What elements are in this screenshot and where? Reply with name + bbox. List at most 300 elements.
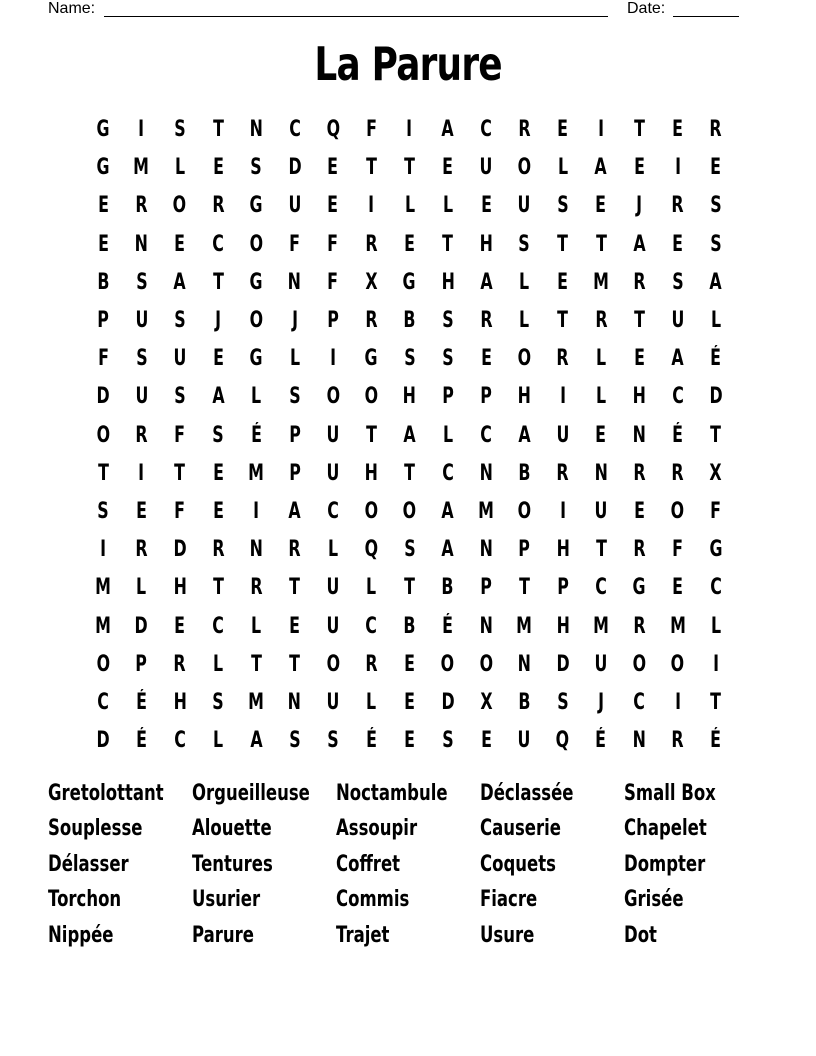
grid-letter[interactable] xyxy=(352,538,390,562)
grid-letter[interactable] xyxy=(237,462,275,486)
grid-letter[interactable] xyxy=(352,271,390,295)
grid-letter[interactable] xyxy=(505,194,543,218)
grid-letter[interactable] xyxy=(161,615,199,639)
grid-letter[interactable] xyxy=(161,653,199,677)
grid-letter[interactable] xyxy=(199,156,237,180)
grid-letter[interactable] xyxy=(84,309,122,333)
grid-letter[interactable] xyxy=(429,462,467,486)
grid-letter[interactable] xyxy=(467,615,505,639)
grid-letter[interactable] xyxy=(314,653,352,677)
grid-letter[interactable] xyxy=(620,271,658,295)
grid-letter[interactable] xyxy=(390,576,428,600)
grid-letter[interactable] xyxy=(505,385,543,409)
grid-letter[interactable] xyxy=(352,233,390,257)
grid-letter[interactable] xyxy=(122,271,160,295)
grid-letter[interactable] xyxy=(199,233,237,257)
grid-letter[interactable] xyxy=(314,156,352,180)
grid-letter[interactable] xyxy=(122,729,160,753)
grid-letter[interactable] xyxy=(84,233,122,257)
grid-letter[interactable] xyxy=(658,309,696,333)
grid-letter[interactable] xyxy=(544,194,582,218)
grid-letter[interactable] xyxy=(697,156,735,180)
grid-letter[interactable] xyxy=(237,347,275,371)
grid-letter[interactable] xyxy=(697,118,735,142)
grid-letter[interactable] xyxy=(582,691,620,715)
grid-letter[interactable] xyxy=(544,653,582,677)
grid-letter[interactable] xyxy=(658,194,696,218)
grid-letter[interactable] xyxy=(199,691,237,715)
grid-letter[interactable] xyxy=(505,576,543,600)
grid-letter[interactable] xyxy=(429,576,467,600)
grid-letter[interactable] xyxy=(314,538,352,562)
grid-letter[interactable] xyxy=(122,424,160,448)
grid-letter[interactable] xyxy=(314,118,352,142)
grid-letter[interactable] xyxy=(467,538,505,562)
grid-letter[interactable] xyxy=(275,309,313,333)
grid-letter[interactable] xyxy=(697,653,735,677)
grid-letter[interactable] xyxy=(122,615,160,639)
grid-letter[interactable] xyxy=(429,309,467,333)
grid-letter[interactable] xyxy=(505,729,543,753)
grid-letter[interactable] xyxy=(620,615,658,639)
grid-letter[interactable] xyxy=(505,309,543,333)
grid-letter[interactable] xyxy=(122,347,160,371)
grid-letter[interactable] xyxy=(658,500,696,524)
grid-letter[interactable] xyxy=(275,118,313,142)
grid-letter[interactable] xyxy=(314,462,352,486)
grid-letter[interactable] xyxy=(429,653,467,677)
grid-letter[interactable] xyxy=(314,233,352,257)
grid-letter[interactable] xyxy=(658,462,696,486)
grid-letter[interactable] xyxy=(199,462,237,486)
grid-letter[interactable] xyxy=(275,500,313,524)
grid-letter[interactable] xyxy=(544,462,582,486)
grid-letter[interactable] xyxy=(122,233,160,257)
grid-letter[interactable] xyxy=(505,653,543,677)
grid-letter[interactable] xyxy=(658,233,696,257)
grid-letter[interactable] xyxy=(390,500,428,524)
grid-letter[interactable] xyxy=(275,271,313,295)
grid-letter[interactable] xyxy=(122,194,160,218)
grid-letter[interactable] xyxy=(658,271,696,295)
grid-letter[interactable] xyxy=(161,424,199,448)
grid-letter[interactable] xyxy=(429,729,467,753)
grid-letter[interactable] xyxy=(467,347,505,371)
grid-letter[interactable] xyxy=(429,538,467,562)
grid-letter[interactable] xyxy=(275,347,313,371)
grid-letter[interactable] xyxy=(314,424,352,448)
grid-letter[interactable] xyxy=(544,385,582,409)
grid-letter[interactable] xyxy=(84,729,122,753)
grid-letter[interactable] xyxy=(429,424,467,448)
grid-letter[interactable] xyxy=(544,233,582,257)
grid-letter[interactable] xyxy=(199,194,237,218)
grid-letter[interactable] xyxy=(544,156,582,180)
grid-letter[interactable] xyxy=(390,538,428,562)
grid-letter[interactable] xyxy=(122,538,160,562)
grid-letter[interactable] xyxy=(161,156,199,180)
grid-letter[interactable] xyxy=(352,385,390,409)
grid-letter[interactable] xyxy=(84,653,122,677)
grid-letter-text: H xyxy=(632,384,646,410)
grid-letter[interactable] xyxy=(544,118,582,142)
grid-letter[interactable] xyxy=(697,233,735,257)
grid-letter[interactable] xyxy=(467,309,505,333)
grid-letter[interactable] xyxy=(582,462,620,486)
word-bank-item xyxy=(48,851,192,879)
grid-letter[interactable] xyxy=(620,309,658,333)
grid-letter[interactable] xyxy=(275,538,313,562)
grid-letter[interactable] xyxy=(352,309,390,333)
grid-letter[interactable] xyxy=(161,347,199,371)
grid-letter[interactable] xyxy=(237,538,275,562)
grid-letter[interactable] xyxy=(390,653,428,677)
grid-letter[interactable] xyxy=(620,462,658,486)
grid-letter[interactable] xyxy=(697,309,735,333)
grid-letter[interactable] xyxy=(237,156,275,180)
grid-letter[interactable] xyxy=(314,347,352,371)
grid-letter[interactable] xyxy=(199,615,237,639)
grid-letter[interactable] xyxy=(697,576,735,600)
grid-letter[interactable] xyxy=(429,691,467,715)
grid-letter[interactable] xyxy=(620,691,658,715)
grid-letter[interactable] xyxy=(122,691,160,715)
grid-letter[interactable] xyxy=(620,347,658,371)
grid-letter[interactable] xyxy=(582,194,620,218)
grid-letter[interactable] xyxy=(658,729,696,753)
grid-letter[interactable] xyxy=(161,538,199,562)
grid-letter[interactable] xyxy=(352,347,390,371)
grid-letter[interactable] xyxy=(314,729,352,753)
grid-letter[interactable] xyxy=(314,271,352,295)
grid-letter[interactable] xyxy=(237,233,275,257)
grid-letter[interactable] xyxy=(467,233,505,257)
grid-letter[interactable] xyxy=(505,233,543,257)
grid-letter[interactable] xyxy=(84,271,122,295)
grid-letter[interactable] xyxy=(84,500,122,524)
grid-letter[interactable] xyxy=(237,118,275,142)
grid-letter[interactable] xyxy=(352,500,390,524)
grid-letter[interactable] xyxy=(582,233,620,257)
grid-letter[interactable] xyxy=(199,729,237,753)
grid-letter-text: L xyxy=(557,155,568,181)
grid-letter[interactable] xyxy=(467,729,505,753)
grid-letter[interactable] xyxy=(658,538,696,562)
grid-letter[interactable] xyxy=(620,500,658,524)
grid-letter[interactable] xyxy=(237,194,275,218)
grid-letter[interactable] xyxy=(390,309,428,333)
grid-letter[interactable] xyxy=(390,729,428,753)
grid-letter[interactable] xyxy=(697,729,735,753)
grid-letter[interactable] xyxy=(314,500,352,524)
grid-letter[interactable] xyxy=(697,462,735,486)
grid-letter[interactable] xyxy=(467,462,505,486)
grid-letter[interactable] xyxy=(122,156,160,180)
grid-letter[interactable] xyxy=(467,271,505,295)
grid-letter[interactable] xyxy=(620,233,658,257)
grid-letter[interactable] xyxy=(199,347,237,371)
grid-letter[interactable] xyxy=(697,385,735,409)
grid-letter[interactable] xyxy=(544,729,582,753)
grid-letter[interactable] xyxy=(429,156,467,180)
grid-letter[interactable] xyxy=(544,615,582,639)
grid-letter[interactable] xyxy=(582,347,620,371)
grid-letter[interactable] xyxy=(390,424,428,448)
grid-letter[interactable] xyxy=(122,653,160,677)
grid-letter-text: E xyxy=(480,193,492,219)
grid-letter[interactable] xyxy=(429,194,467,218)
grid-letter[interactable] xyxy=(84,347,122,371)
grid-letter[interactable] xyxy=(658,615,696,639)
grid-letter[interactable] xyxy=(467,194,505,218)
grid-letter[interactable] xyxy=(505,156,543,180)
grid-letter[interactable] xyxy=(467,118,505,142)
grid-letter[interactable] xyxy=(658,118,696,142)
grid-letter-text: P xyxy=(135,651,148,677)
grid-letter[interactable] xyxy=(275,615,313,639)
grid-letter[interactable] xyxy=(275,424,313,448)
grid-letter[interactable] xyxy=(161,576,199,600)
grid-letter[interactable] xyxy=(697,500,735,524)
grid-letter[interactable] xyxy=(275,194,313,218)
grid-letter[interactable] xyxy=(199,538,237,562)
word-bank-item-text: Usurier xyxy=(192,887,261,913)
grid-letter[interactable] xyxy=(275,385,313,409)
grid-letter[interactable] xyxy=(237,653,275,677)
grid-letter[interactable] xyxy=(352,691,390,715)
grid-letter[interactable] xyxy=(199,271,237,295)
grid-letter[interactable] xyxy=(237,500,275,524)
grid-letter[interactable] xyxy=(390,156,428,180)
grid-letter[interactable] xyxy=(582,653,620,677)
grid-letter[interactable] xyxy=(620,385,658,409)
grid-letter[interactable] xyxy=(620,118,658,142)
grid-letter[interactable] xyxy=(620,538,658,562)
grid-letter[interactable] xyxy=(199,500,237,524)
grid-letter[interactable] xyxy=(544,347,582,371)
grid-letter[interactable] xyxy=(429,500,467,524)
grid-letter[interactable] xyxy=(467,156,505,180)
grid-letter[interactable] xyxy=(84,156,122,180)
grid-letter[interactable] xyxy=(84,615,122,639)
grid-letter[interactable] xyxy=(505,691,543,715)
grid-letter[interactable] xyxy=(122,385,160,409)
grid-letter[interactable] xyxy=(505,500,543,524)
grid-letter[interactable] xyxy=(237,309,275,333)
grid-letter[interactable] xyxy=(161,385,199,409)
grid-letter[interactable] xyxy=(314,309,352,333)
grid-letter[interactable] xyxy=(199,576,237,600)
grid-letter[interactable] xyxy=(161,309,199,333)
grid-letter[interactable] xyxy=(582,615,620,639)
grid-letter[interactable] xyxy=(697,691,735,715)
grid-letter[interactable] xyxy=(390,691,428,715)
grid-letter[interactable] xyxy=(84,118,122,142)
grid-letter[interactable] xyxy=(352,424,390,448)
grid-letter[interactable] xyxy=(505,347,543,371)
grid-letter[interactable] xyxy=(237,691,275,715)
grid-letter[interactable] xyxy=(84,424,122,448)
grid-letter[interactable] xyxy=(122,500,160,524)
grid-letter[interactable] xyxy=(697,615,735,639)
grid-letter[interactable] xyxy=(697,194,735,218)
grid-letter[interactable] xyxy=(84,538,122,562)
grid-letter[interactable] xyxy=(697,538,735,562)
grid-letter[interactable] xyxy=(314,615,352,639)
grid-letter[interactable] xyxy=(582,271,620,295)
grid-letter[interactable] xyxy=(390,615,428,639)
grid-letter[interactable] xyxy=(84,462,122,486)
grid-letter[interactable] xyxy=(658,424,696,448)
grid-letter[interactable] xyxy=(122,576,160,600)
grid-letter[interactable] xyxy=(620,653,658,677)
grid-letter[interactable] xyxy=(505,462,543,486)
grid-letter[interactable] xyxy=(84,691,122,715)
grid-letter[interactable] xyxy=(161,194,199,218)
grid-letter[interactable] xyxy=(544,500,582,524)
grid-letter[interactable] xyxy=(620,156,658,180)
grid-letter[interactable] xyxy=(582,118,620,142)
grid-letter[interactable] xyxy=(429,118,467,142)
grid-letter[interactable] xyxy=(582,576,620,600)
grid-letter[interactable] xyxy=(429,615,467,639)
grid-letter[interactable] xyxy=(697,271,735,295)
grid-letter[interactable] xyxy=(429,347,467,371)
grid-letter[interactable] xyxy=(658,347,696,371)
grid-letter[interactable] xyxy=(161,118,199,142)
grid-letter[interactable] xyxy=(161,729,199,753)
grid-letter-text: B xyxy=(518,689,531,715)
grid-letter[interactable] xyxy=(505,271,543,295)
grid-letter[interactable] xyxy=(582,538,620,562)
grid-letter[interactable] xyxy=(658,653,696,677)
grid-letter-text: N xyxy=(632,728,646,754)
grid-letter[interactable] xyxy=(505,538,543,562)
grid-letter[interactable] xyxy=(275,156,313,180)
grid-letter[interactable] xyxy=(275,233,313,257)
grid-letter[interactable] xyxy=(237,615,275,639)
grid-letter[interactable] xyxy=(658,156,696,180)
grid-letter[interactable] xyxy=(505,424,543,448)
grid-letter[interactable] xyxy=(658,576,696,600)
grid-letter[interactable] xyxy=(275,462,313,486)
grid-letter[interactable] xyxy=(467,691,505,715)
grid-letter[interactable] xyxy=(237,729,275,753)
grid-letter[interactable] xyxy=(122,462,160,486)
grid-letter[interactable] xyxy=(582,424,620,448)
grid-letter[interactable] xyxy=(390,118,428,142)
grid-letter[interactable] xyxy=(122,309,160,333)
grid-letter[interactable] xyxy=(390,462,428,486)
grid-letter[interactable] xyxy=(237,385,275,409)
grid-letter[interactable] xyxy=(199,118,237,142)
grid-letter[interactable] xyxy=(582,500,620,524)
grid-letter[interactable] xyxy=(237,576,275,600)
grid-letter[interactable] xyxy=(582,385,620,409)
grid-letter[interactable] xyxy=(314,194,352,218)
grid-letter[interactable] xyxy=(620,194,658,218)
grid-letter[interactable] xyxy=(544,424,582,448)
grid-letter[interactable] xyxy=(199,309,237,333)
grid-letter[interactable] xyxy=(237,271,275,295)
grid-letter[interactable] xyxy=(544,538,582,562)
grid-letter[interactable] xyxy=(429,233,467,257)
grid-letter[interactable] xyxy=(544,691,582,715)
grid-letter[interactable] xyxy=(314,691,352,715)
grid-letter[interactable] xyxy=(352,653,390,677)
grid-letter[interactable] xyxy=(161,462,199,486)
grid-letter[interactable] xyxy=(467,500,505,524)
grid-letter[interactable] xyxy=(161,691,199,715)
grid-letter[interactable] xyxy=(390,347,428,371)
grid-letter[interactable] xyxy=(429,385,467,409)
grid-letter[interactable] xyxy=(199,653,237,677)
grid-letter-text: F xyxy=(327,231,339,257)
grid-letter[interactable] xyxy=(390,194,428,218)
grid-letter[interactable] xyxy=(582,156,620,180)
grid-letter[interactable] xyxy=(505,118,543,142)
grid-letter[interactable] xyxy=(84,194,122,218)
grid-letter[interactable] xyxy=(390,385,428,409)
grid-letter[interactable] xyxy=(84,385,122,409)
grid-letter[interactable] xyxy=(122,118,160,142)
grid-letter[interactable] xyxy=(544,309,582,333)
grid-letter[interactable] xyxy=(544,576,582,600)
grid-letter[interactable] xyxy=(505,615,543,639)
grid-letter[interactable] xyxy=(467,653,505,677)
grid-letter[interactable] xyxy=(352,576,390,600)
grid-letter[interactable] xyxy=(352,462,390,486)
grid-letter[interactable] xyxy=(199,385,237,409)
grid-letter[interactable] xyxy=(544,271,582,295)
grid-letter[interactable] xyxy=(620,729,658,753)
grid-letter[interactable] xyxy=(275,729,313,753)
grid-letter[interactable] xyxy=(467,424,505,448)
grid-letter[interactable] xyxy=(467,385,505,409)
grid-letter[interactable] xyxy=(275,576,313,600)
grid-letter[interactable] xyxy=(620,576,658,600)
grid-letter[interactable] xyxy=(658,691,696,715)
grid-letter[interactable] xyxy=(352,118,390,142)
grid-letter[interactable] xyxy=(658,385,696,409)
grid-letter[interactable] xyxy=(352,615,390,639)
grid-letter[interactable] xyxy=(352,194,390,218)
grid-letter[interactable] xyxy=(84,576,122,600)
grid-letter[interactable] xyxy=(314,385,352,409)
grid-letter[interactable] xyxy=(352,729,390,753)
grid-letter[interactable] xyxy=(467,576,505,600)
grid-letter[interactable] xyxy=(275,691,313,715)
grid-letter[interactable] xyxy=(237,424,275,448)
grid-letter[interactable] xyxy=(390,271,428,295)
grid-letter[interactable] xyxy=(697,347,735,371)
grid-letter[interactable] xyxy=(199,424,237,448)
grid-letter[interactable] xyxy=(697,424,735,448)
name-field-line[interactable] xyxy=(104,2,608,17)
grid-letter[interactable] xyxy=(390,233,428,257)
date-field-line[interactable] xyxy=(673,2,739,17)
grid-letter[interactable] xyxy=(582,309,620,333)
grid-letter[interactable] xyxy=(429,271,467,295)
grid-letter[interactable] xyxy=(314,576,352,600)
grid-letter[interactable] xyxy=(161,233,199,257)
grid-letter[interactable] xyxy=(620,424,658,448)
grid-letter[interactable] xyxy=(352,156,390,180)
grid-letter[interactable] xyxy=(582,729,620,753)
grid-letter[interactable] xyxy=(275,653,313,677)
grid-letter[interactable] xyxy=(161,271,199,295)
grid-letter[interactable] xyxy=(161,500,199,524)
